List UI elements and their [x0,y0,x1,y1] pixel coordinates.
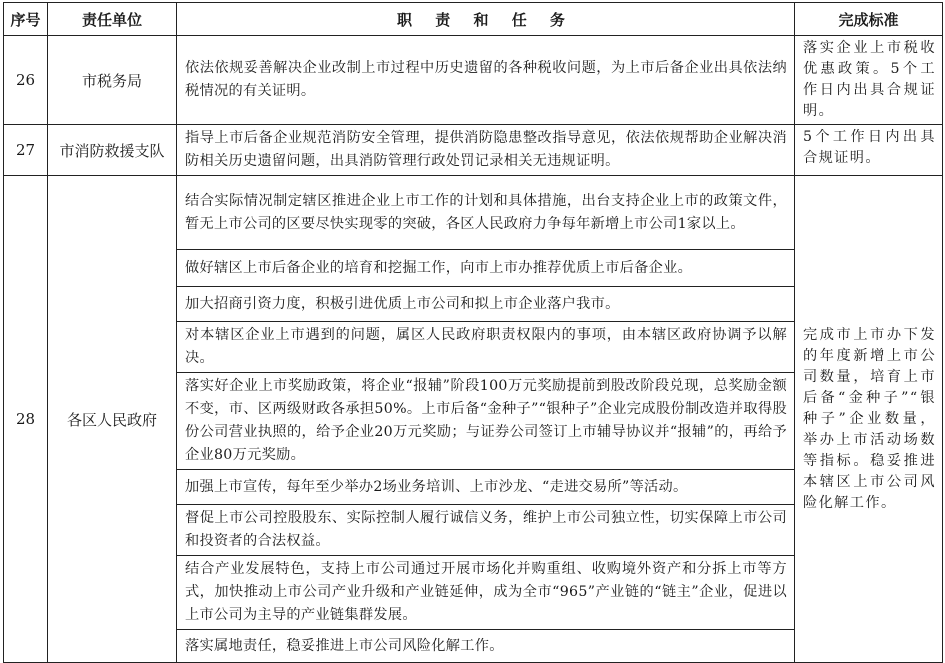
duty-text: 督促上市公司控股股东、实际控制人履行诚信义务，维护上市公司独立性，切实保障上市公司和投资者的合法权益。 [177,505,795,556]
table-header-row [4,3,943,36]
header-no: 序号 [4,3,48,36]
completion-standard: 完成市上市办下发的年度新增上市公司数量，培育上市后备“金种子”“银种子”企业数量，举办上市活动场数等指标。稳妥推进本辖区上市公司风险化解工作。 [795,176,943,663]
duty-text: 结合产业发展特色，支持上市公司通过开展市场化并购重组、收购境外资产和分拆上市等方式，加快推动上市公司产业升级和产业链延伸，成为全市“965”产业链的“链主”企业，促进以上市公司为主导的产业链集群发展。 [177,556,795,630]
responsibility-table [3,2,943,663]
responsible-unit: 市税务局 [48,36,177,125]
table-row [4,36,943,125]
table-row [4,176,943,250]
duty-text: 加强上市宣传，每年至少举办2场业务培训、上市沙龙、“走进交易所”等活动。 [177,470,795,505]
responsible-unit: 市消防救援支队 [48,125,177,176]
responsible-unit: 各区人民政府 [48,176,177,663]
duty-text: 加大招商引资力度，积极引进优质上市公司和拟上市企业落户我市。 [177,287,795,322]
header-duty: 职 责 和 任 务 [177,3,795,36]
row-number: 28 [4,176,48,663]
duty-text: 指导上市后备企业规范消防安全管理，提供消防隐患整改指导意见，依法依规帮助企业解决消防相关历史遗留问题，出具消防管理行政处罚记录相关无违规证明。 [177,125,795,176]
duty-text: 结合实际情况制定辖区推进企业上市工作的计划和具体措施，出台支持企业上市的政策文件，暂无上市公司的区要尽快实现零的突破，各区人民政府力争每年新增上市公司1家以上。 [177,176,795,250]
row-number: 27 [4,125,48,176]
header-standard: 完成标准 [795,3,943,36]
duty-text: 做好辖区上市后备企业的培育和挖掘工作，向市上市办推荐优质上市后备企业。 [177,250,795,287]
duty-text: 对本辖区企业上市遇到的问题，属区人民政府职责权限内的事项，由本辖区政府协调予以解决。 [177,322,795,373]
duty-text: 落实属地责任，稳妥推进上市公司风险化解工作。 [177,630,795,663]
completion-standard: 落实企业上市税收优惠政策。5个工作日内出具合规证明。 [795,36,943,125]
completion-standard: 5个工作日内出具合规证明。 [795,125,943,176]
duty-text: 依法依规妥善解决企业改制上市过程中历史遗留的各种税收问题，为上市后备企业出具依法纳税情况的有关证明。 [177,36,795,125]
duty-text: 落实好企业上市奖励政策，将企业“报辅”阶段100万元奖励提前到股改阶段兑现，总奖励金额不变，市、区两级财政各承担50%。上市后备“金种子”“银种子”企业完成股份制改造并取得股份公司营业执照的，给予企业20万元奖励；与证券公司签订上市辅导协议并“报辅”的，再给予企业80万元奖励。 [177,373,795,470]
table-row [4,125,943,176]
row-number: 26 [4,36,48,125]
header-unit: 责任单位 [48,3,177,36]
